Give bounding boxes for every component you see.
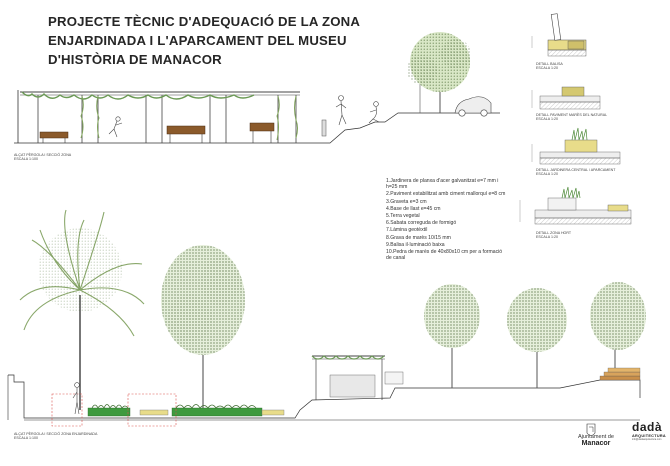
- legend-item-5: 5.Terra vegetal: [386, 213, 420, 220]
- legend-item-2: 2.Paviment estabilitzat amb ciment mallorquí e=8 cm: [386, 191, 506, 198]
- tree-bottom-left: [161, 245, 245, 410]
- bench-2: [167, 126, 205, 143]
- palm-tree: [20, 210, 144, 410]
- person-figure-3: [369, 102, 379, 123]
- caption-detail-3: DETALL JARDINERA CENTRAL / APARCAMENT ESCALA 1:20: [536, 168, 616, 177]
- studio-name: dadà: [632, 420, 663, 434]
- legend-item-4: 4.Base de llast e=45 cm: [386, 205, 441, 212]
- caption-section-bottom: ALÇAT PÈRGOLA I SECCIÓ ZONA ENJARDINADA ESCALA 1:100: [14, 432, 98, 441]
- caption-detail-2: DETALL PAVIMENT MARÈS DEL NATURAL ESCALA 1:20: [536, 113, 608, 122]
- bench-3: [250, 123, 274, 143]
- caption-detail-1: DETALL BALISA ESCALA 1:20: [536, 62, 563, 71]
- detail-4-drawing: [520, 187, 631, 224]
- bollard: [322, 120, 326, 136]
- tree-bottom-right-1: [424, 284, 480, 388]
- person-figure-2: [336, 96, 346, 126]
- planter-1: [88, 408, 130, 416]
- section-top-drawing: [14, 32, 500, 143]
- legend-item-7: 7.Làmina geotèxtil: [386, 227, 428, 234]
- title-line-1: PROJECTE TÈCNIC D'ADEQUACIÓ DE LA ZONA: [48, 14, 361, 29]
- studio-email: info@dadaarquitectura.com: [632, 438, 662, 441]
- legend-list: [386, 178, 506, 262]
- tree-bottom-right-3: [590, 282, 646, 380]
- studio-subtitle: ARQUITECTURA: [632, 434, 666, 438]
- studio-logo: [632, 420, 670, 441]
- tree-top-section: [407, 32, 471, 113]
- caption-section-top: ALÇAT PÈRGOLA I SECCIÓ ZONA ESCALA 1:100: [14, 153, 72, 162]
- client-logo: [566, 420, 626, 447]
- legend-item-6: 6.Sabata correguda de formigó: [386, 220, 457, 227]
- legend-item-9: 9.Balisa il·luminació baixa: [386, 241, 445, 248]
- pergola-bottom: [312, 356, 403, 400]
- bench-bottom-1: [140, 410, 168, 415]
- detail-2-drawing: [532, 87, 600, 109]
- steps-right: [600, 368, 640, 380]
- detail-3-drawing: [532, 128, 620, 164]
- legend-item-10: 10.Pedra de marès de 40x80x10 cm per a formació de canal: [386, 249, 503, 262]
- person-figure-1: [109, 117, 122, 137]
- section-bottom-drawing: [8, 210, 646, 426]
- client-line-1: Ajuntament de: [577, 434, 615, 440]
- title-line-3: D'HISTÒRIA DE MANACOR: [48, 52, 222, 67]
- legend-item-8: 8.Grava de marès 10/15 mm: [386, 234, 451, 241]
- detail-1-drawing: [532, 14, 586, 56]
- car-silhouette: [455, 97, 491, 116]
- person-bottom: [73, 383, 79, 414]
- bench-1: [40, 132, 68, 143]
- caption-detail-4: DETALL ZONA HORT ESCALA 1:20: [536, 231, 572, 240]
- legend-item-1: 1.Jardinera de planxa d'acer galvanitzat e=7 mm i h=25 mm: [386, 178, 499, 191]
- planter-2: [172, 408, 262, 416]
- bench-bottom-2: [262, 410, 284, 415]
- tree-bottom-right-2: [507, 288, 567, 388]
- title-line-2: ENJARDINADA I L'APARCAMENT DEL MUSEU: [48, 33, 347, 48]
- detail-marker-1: [52, 394, 82, 426]
- client-line-2: Manacor: [581, 440, 611, 447]
- legend-item-3: 3.Graveta e=3 cm: [386, 198, 427, 205]
